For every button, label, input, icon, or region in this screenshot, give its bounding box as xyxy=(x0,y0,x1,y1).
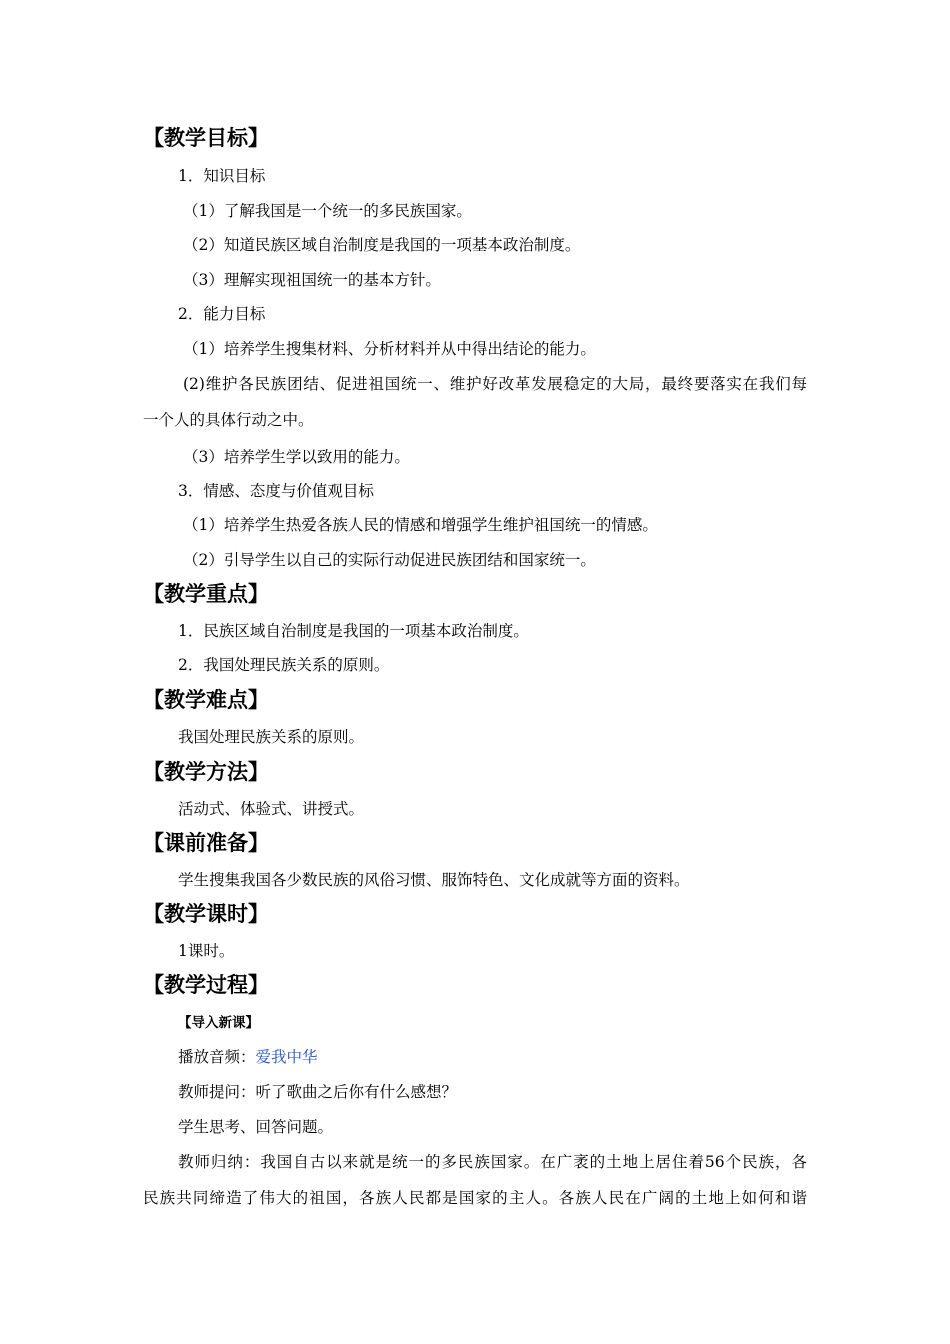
preparation-text: 学生搜集我国各少数民族的风俗习惯、服饰特色、文化成就等方面的资料。 xyxy=(178,871,690,889)
knowledge-goal-item: （1）了解我国是一个统一的多民族国家。 xyxy=(183,202,472,220)
key-point-item: 2．我国处理民族关系的原则。 xyxy=(178,656,390,674)
class-hours-text: 1课时。 xyxy=(178,942,235,960)
teacher-summary-line: 民族共同缔造了伟大的祖国，各族人民都是国家的主人。各族人民在广阔的土地上如何和谐 xyxy=(143,1189,807,1207)
class-hours-heading: 【教学课时】 xyxy=(143,902,269,926)
difficult-point-text: 我国处理民族关系的原则。 xyxy=(178,728,365,746)
emotion-goal-title: 3．情感、态度与价值观目标 xyxy=(178,482,374,500)
knowledge-goal-title: 1．知识目标 xyxy=(178,167,266,185)
ability-goal-item-continuation: 一个人的具体行动之中。 xyxy=(143,411,314,429)
teacher-summary-line: 教师归纳：我国自古以来就是统一的多民族国家。在广袤的土地上居住着56个民族，各 xyxy=(178,1153,807,1171)
knowledge-goal-item: （2）知道民族区域自治制度是我国的一项基本政治制度。 xyxy=(183,236,581,254)
knowledge-goal-item: （3）理解实现祖国统一的基本方针。 xyxy=(183,271,441,289)
ability-goal-item: (2)维护各民族团结、促进祖国统一、维护好改革发展稳定的大局，最终要落实在我们每 xyxy=(183,375,807,393)
audio-label: 播放音频： xyxy=(178,1048,256,1066)
preparation-heading: 【课前准备】 xyxy=(143,831,269,855)
ability-goal-item: （1）培养学生搜集材料、分析材料并从中得出结论的能力。 xyxy=(183,340,596,358)
key-point-item: 1．民族区域自治制度是我国的一项基本政治制度。 xyxy=(178,622,529,640)
methods-heading: 【教学方法】 xyxy=(143,760,269,784)
methods-text: 活动式、体验式、讲授式。 xyxy=(178,800,365,818)
difficult-points-heading: 【教学难点】 xyxy=(143,688,269,712)
ability-goal-title: 2．能力目标 xyxy=(178,305,266,323)
teacher-question: 教师提问：听了歌曲之后你有什么感想？ xyxy=(178,1083,458,1101)
audio-line xyxy=(178,1047,318,1067)
key-points-heading: 【教学重点】 xyxy=(143,582,269,606)
student-response: 学生思考、回答问题。 xyxy=(178,1118,334,1136)
emotion-goal-item: （2）引导学生以自己的实际行动促进民族团结和国家统一。 xyxy=(183,551,596,569)
audio-link[interactable]: 爱我中华 xyxy=(255,1048,318,1066)
ability-goal-item: （3）培养学生学以致用的能力。 xyxy=(183,448,410,466)
emotion-goal-item: （1）培养学生热爱各族人民的情感和增强学生维护祖国统一的情感。 xyxy=(183,516,658,534)
intro-heading: 【导入新课】 xyxy=(178,1015,259,1031)
process-heading: 【教学过程】 xyxy=(143,973,269,997)
objectives-heading: 【教学目标】 xyxy=(143,126,269,150)
